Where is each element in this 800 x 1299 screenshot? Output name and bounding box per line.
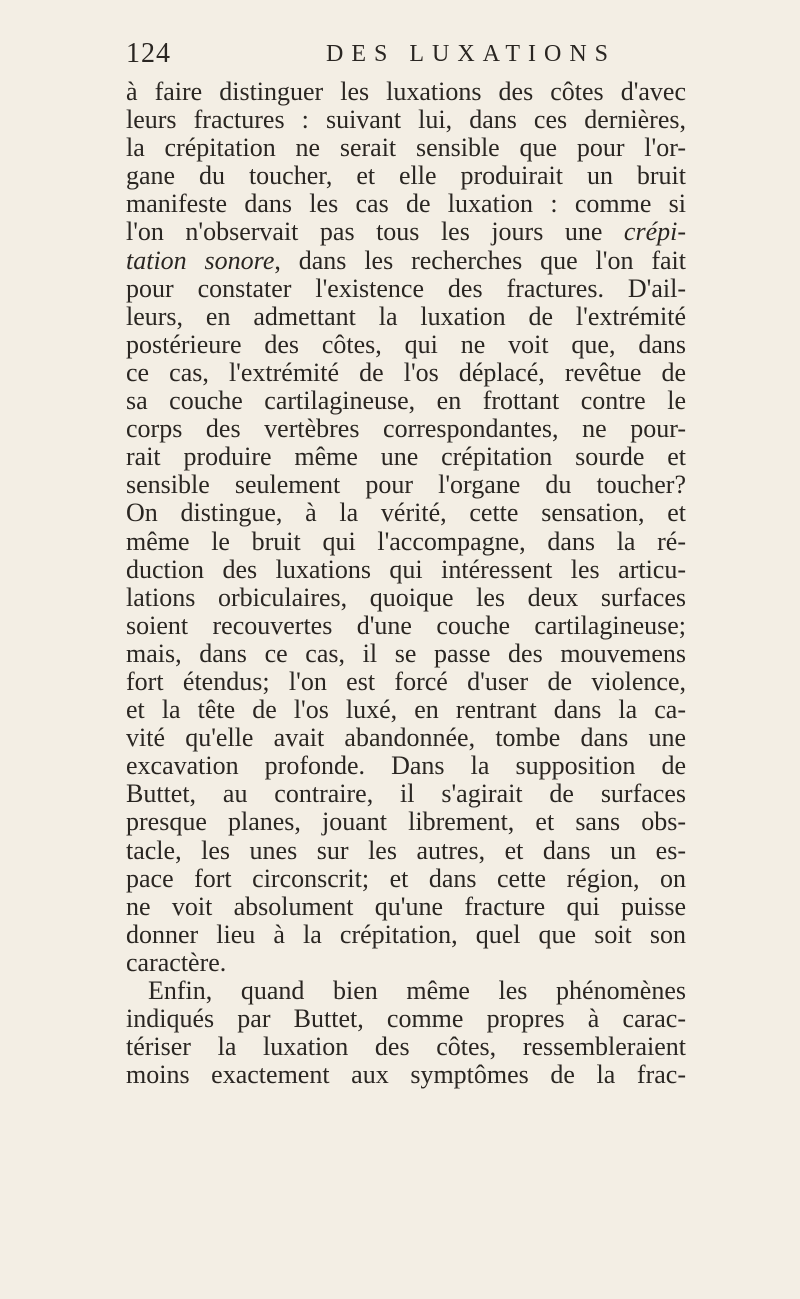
text-segment: , dans les recherches que l'on fait — [274, 245, 686, 275]
text-line — [126, 218, 686, 246]
text-line: vité qu'elle avait abandonnée, tombe dans une — [126, 723, 686, 753]
page-header — [126, 38, 686, 74]
text-line: pour constater l'existence des fractures. D'ail- — [126, 273, 686, 303]
text-line: rait produire même une crépitation sourde et — [126, 442, 686, 472]
text-line: la crépitation ne serait sensible que pour l'or- — [126, 133, 686, 163]
text-line: même le bruit qui l'accompagne, dans la ré- — [126, 526, 686, 556]
text-line: leurs fractures : suivant lui, dans ces dernières, — [126, 105, 686, 135]
text-line: manifeste dans les cas de luxation : comme si — [126, 189, 686, 219]
text-line: Buttet, au contraire, il s'agirait de surfaces — [126, 779, 686, 809]
text-line: presque planes, jouant librement, et sans obs- — [126, 807, 686, 837]
text-line: sa couche cartilagineuse, en frottant contre le — [126, 386, 686, 416]
text-line: ce cas, l'extrémité de l'os déplacé, revêtue de — [126, 357, 686, 387]
page-number: 124 — [126, 38, 171, 69]
text-line: indiqués par Buttet, comme propres à carac- — [126, 1004, 686, 1034]
italic-term: crépi- — [623, 217, 686, 247]
text-line: soient recouvertes d'une couche cartilagineuse; — [126, 610, 686, 640]
text-line: duction des luxations qui intéressent les articu- — [126, 554, 686, 584]
text-line: tériser la luxation des côtes, ressembleraient — [126, 1032, 686, 1062]
body-text — [126, 78, 686, 1089]
text-line: pace fort circonscrit; et dans cette région, on — [126, 863, 686, 893]
text-line: lations orbiculaires, quoique les deux surfaces — [126, 582, 686, 612]
running-head: DES LUXATIONS — [326, 41, 616, 67]
text-segment: l'on n'observait pas tous les jours une — [126, 217, 624, 247]
text-line: gane du toucher, et elle produirait un bruit — [126, 161, 686, 191]
text-line: Enfin, quand bien même les phénomènes — [148, 976, 686, 1005]
text-line: fort étendus; l'on est forcé d'user de violence, — [126, 666, 686, 696]
text-line: caractère. — [126, 947, 227, 977]
text-line: ne voit absolument qu'une fracture qui puisse — [126, 891, 686, 921]
text-line: donner lieu à la crépitation, quel que soit son — [126, 919, 686, 949]
text-line: corps des vertèbres correspondantes, ne pour- — [126, 414, 686, 444]
text-line: et la tête de l'os luxé, en rentrant dans la ca- — [126, 695, 686, 725]
text-line: postérieure des côtes, qui ne voit que, dans — [126, 329, 686, 359]
text-line: sensible seulement pour l'organe du toucher? — [126, 470, 686, 500]
text-line: excavation profonde. Dans la supposition de — [126, 751, 686, 781]
text-line: leurs, en admettant la luxation de l'extrémité — [126, 301, 686, 331]
italic-term: tation sonore — [126, 245, 275, 275]
text-line: mais, dans ce cas, il se passe des mouvemens — [126, 638, 686, 668]
text-line — [126, 247, 686, 275]
text-line: tacle, les unes sur les autres, et dans un es- — [126, 835, 686, 865]
text-line: à faire distinguer les luxations des côtes d'avec — [126, 77, 686, 106]
text-line: On distingue, à la vérité, cette sensation, et — [126, 498, 686, 528]
text-line: moins exactement aux symptômes de la frac- — [126, 1060, 686, 1090]
